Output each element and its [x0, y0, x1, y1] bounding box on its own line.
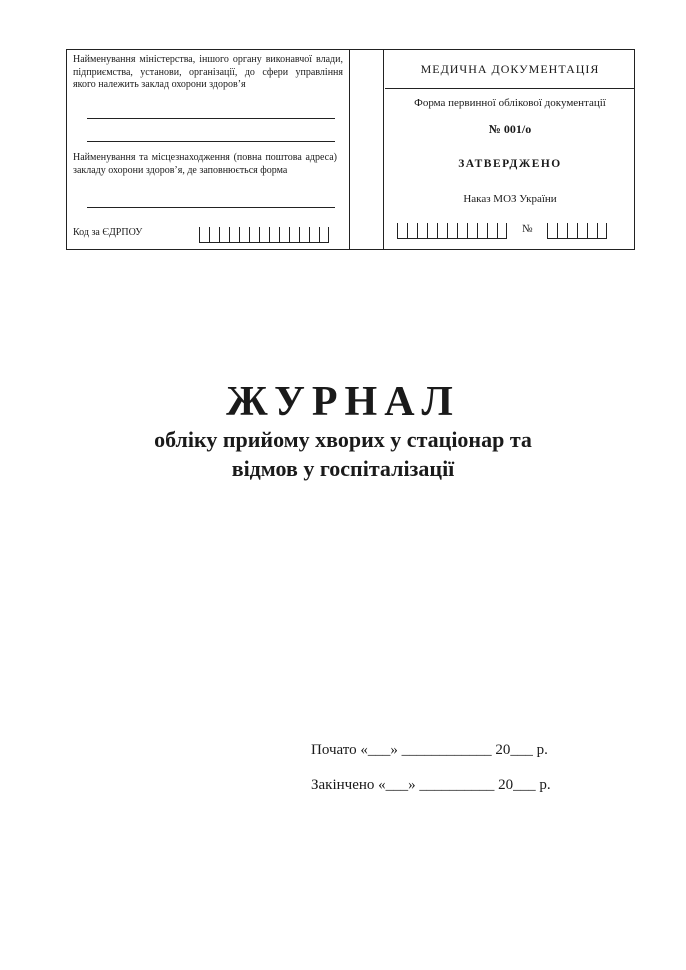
form-info-section [385, 50, 635, 249]
order-label: Наказ МОЗ України [463, 193, 557, 205]
header-box [66, 49, 635, 250]
subtitle-line: відмов у госпіталізації [231, 456, 455, 481]
medical-documentation-heading: МЕДИЧНА ДОКУМЕНТАЦІЯ [420, 62, 600, 76]
ministry-fill-line[interactable] [87, 118, 335, 119]
ministry-fill-line[interactable] [87, 141, 335, 142]
form-description: Форма первинної облікової документації [414, 97, 606, 109]
journal-dates [311, 742, 551, 812]
started-date[interactable]: Почато «___» ____________ 20___ р. [311, 742, 548, 758]
journal-title: ЖУРНАЛ [226, 379, 460, 425]
section-divider [385, 88, 635, 89]
approved-label: ЗАТВЕРДЖЕНО [458, 158, 562, 170]
journal-subtitle [0, 425, 686, 483]
institution-section [73, 54, 343, 238]
form-number: № 001/о [488, 122, 532, 136]
finished-date[interactable]: Закінчено «___» __________ 20___ р. [311, 777, 551, 793]
facility-fill-line[interactable] [87, 207, 335, 208]
order-number-boxes[interactable] [547, 223, 607, 239]
column-divider [383, 50, 384, 249]
order-date-boxes[interactable] [397, 223, 507, 239]
subtitle-line: обліку прийому хворих у стаціонар та [154, 427, 532, 452]
edrpou-code-boxes[interactable] [199, 227, 329, 243]
ministry-label: Найменування міністерства, іншого органу виконавчої влади, підприємства, установи, організації, до сфери управління якого належить заклад охорони здоров’я [73, 54, 343, 90]
column-divider [349, 50, 350, 249]
facility-label: Найменування та місцезнаходження (повна поштова адреса) закладу охорони здоров’я, де заповнюється форма [73, 152, 337, 176]
number-sign: № [522, 223, 533, 235]
edrpou-label: Код за ЄДРПОУ [73, 227, 143, 238]
